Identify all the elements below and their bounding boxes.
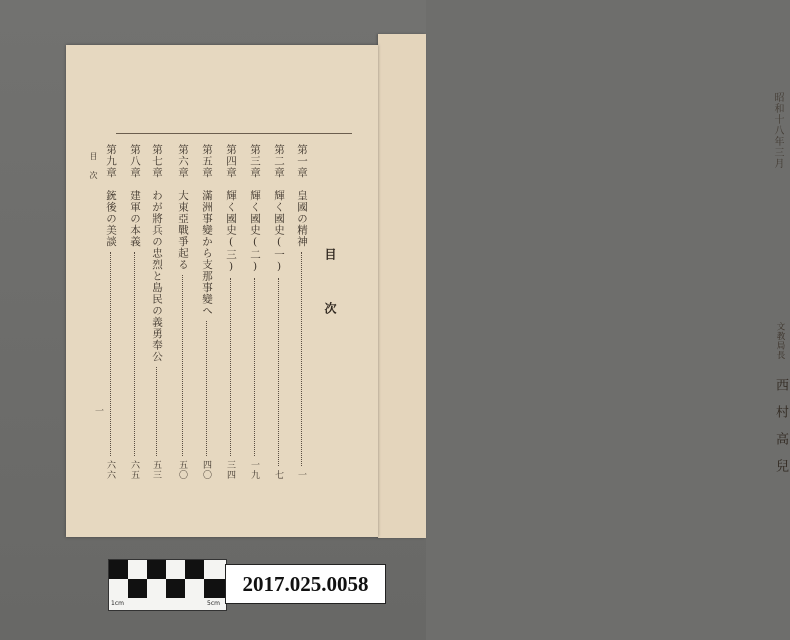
toc-entry-page: 一九 <box>249 460 259 480</box>
toc-entry-page: 六六 <box>105 460 115 480</box>
toc-entry-page: 四〇 <box>201 460 211 480</box>
toc-entry <box>176 144 190 480</box>
toc-entry <box>272 144 286 480</box>
toc-entry-title: 第七章 わが將兵の忠烈と島民の義勇奉公 <box>151 144 163 363</box>
toc-entry <box>248 144 262 480</box>
toc-entry-page: 三四 <box>225 460 235 480</box>
scale-square <box>166 579 185 598</box>
toc-entry-page: 一 <box>296 470 306 480</box>
toc-entry-title: 第二章 輝く國史(一) <box>273 144 285 274</box>
toc-leader-dots <box>230 278 231 457</box>
toc-entry-title: 第八章 建軍の本義 <box>129 144 141 248</box>
catalog-id: 2017.025.0058 <box>225 564 386 604</box>
toc-entry-title: 第四章 輝く國史(三) <box>225 144 237 274</box>
right-page <box>378 34 788 538</box>
toc-leader-dots <box>134 252 135 457</box>
toc-entry-page: 七 <box>273 470 283 480</box>
toc-entry <box>295 144 309 480</box>
toc-leader-dots <box>206 321 207 457</box>
scale-square <box>128 579 147 598</box>
toc-entry <box>128 144 142 480</box>
toc-entry <box>224 144 238 480</box>
toc-heading: 目 次 <box>323 248 337 328</box>
toc-entry-title: 第一章 皇國の精神 <box>296 144 308 248</box>
color-scale-card <box>108 559 227 611</box>
toc-entry <box>150 144 164 480</box>
toc-leader-dots <box>254 278 255 457</box>
toc-entry-title: 第六章 大東亞戰爭起る <box>177 144 189 271</box>
toc-leader-dots <box>110 252 111 457</box>
scale-square <box>147 560 166 579</box>
toc-leader-dots <box>156 367 157 457</box>
scale-label-1cm: 1cm <box>111 600 124 607</box>
publication-date: 昭和十八年三月 <box>772 92 783 169</box>
toc-top-rule <box>116 133 352 134</box>
toc-entry-title: 第三章 輝く國史(二) <box>249 144 261 274</box>
toc-entry-page: 五三 <box>151 460 161 480</box>
author-name: 西村高兒 <box>773 378 788 486</box>
author-office: 文教局長 <box>775 322 785 360</box>
toc-entry-page: 六五 <box>129 460 139 480</box>
toc-entry-title: 第九章 銃後の美談 <box>105 144 117 248</box>
toc-leader-dots <box>278 278 279 467</box>
scale-square <box>185 560 204 579</box>
page-folio: 目 次 <box>89 152 98 180</box>
toc-entry-page: 五〇 <box>177 460 187 480</box>
toc-entry-title: 第五章 滿洲事變から支那事變へ <box>201 144 213 317</box>
toc-entry <box>200 144 214 480</box>
scale-square <box>109 560 128 579</box>
toc-leader-dots <box>301 252 302 467</box>
scale-square <box>204 579 225 598</box>
scale-label-5cm: 5cm <box>207 600 220 607</box>
toc-leader-dots <box>182 275 183 457</box>
page-mark: 一 <box>93 406 103 416</box>
toc-entry <box>104 144 118 480</box>
